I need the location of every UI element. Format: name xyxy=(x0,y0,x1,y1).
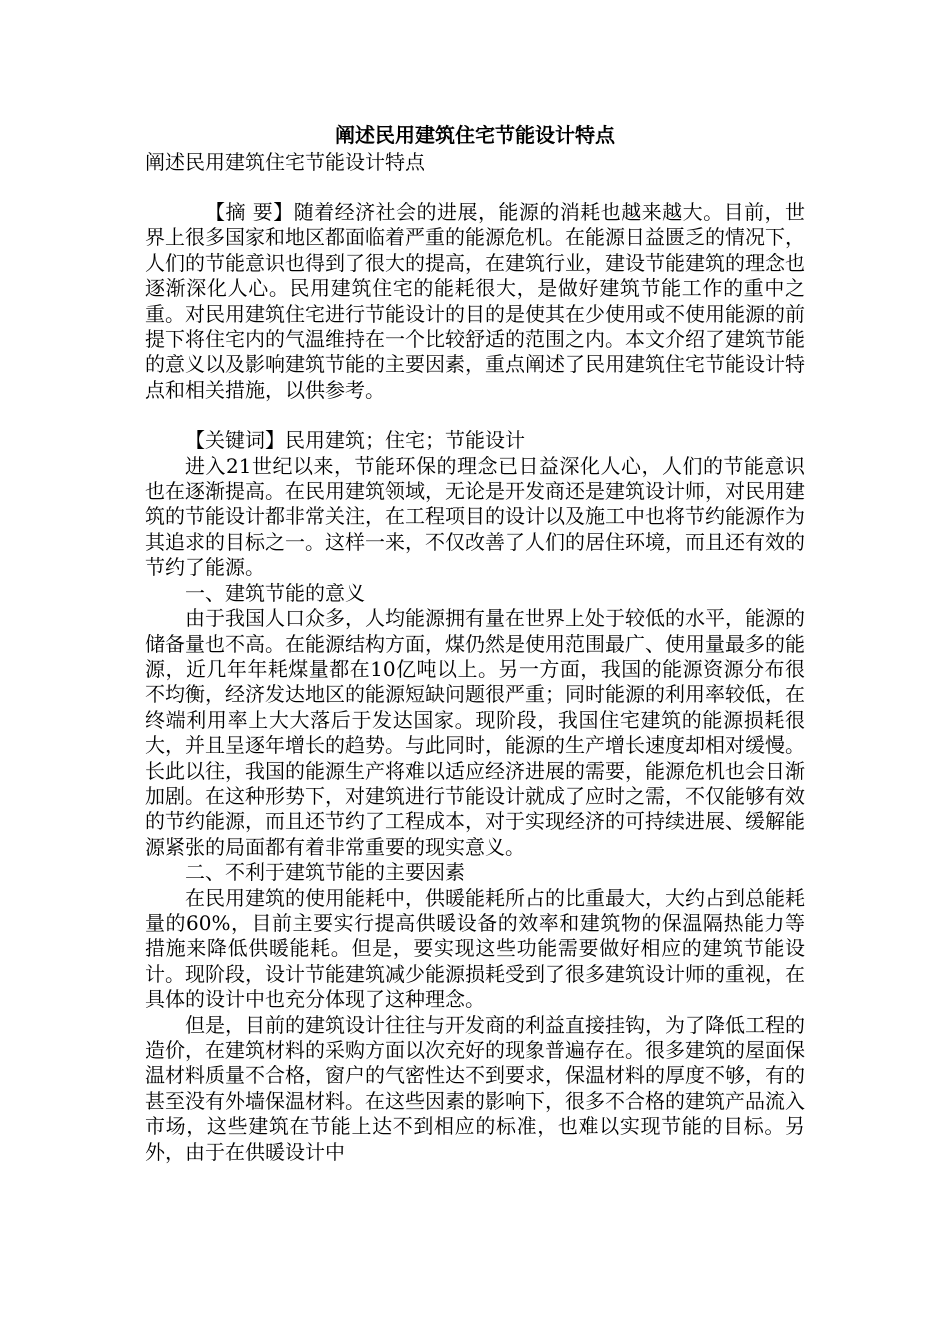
section-heading-1: 一、建筑节能的意义 xyxy=(185,580,365,605)
document-subtitle: 阐述民用建筑住宅节能设计特点 xyxy=(145,150,425,174)
abstract-paragraph xyxy=(145,200,805,403)
spacer xyxy=(145,403,805,428)
document-page xyxy=(145,120,805,1165)
section1-paragraph-1: 由于我国人口众多，人均能源拥有量在世界上处于较低的水平，能源的储备量也不高。在能源结构方面，煤仍然是使用范围最广、使用量最多的能源，近几年年耗煤量都在10亿吨以上。另一方面，我国的能源资源分布很不均衡，经济发达地区的能源短缺问题很严重；同时能源的利用率较低，在终端利用率上大大落后于发达国家。现阶段，我国住宅建筑的能源损耗很大，并且呈逐年增长的趋势。与此同时，能源的生产增长速度却相对缓慢。长此以往，我国的能源生产将难以适应经济进展的需要，能源危机也会日渐加剧。在这种形势下，对建筑进行节能设计就成了应时之需，不仅能够有效的节约能源，而且还节约了工程成本，对于实现经济的可持续进展、缓解能源紧张的局面都有着非常重要的现实意义。 xyxy=(145,606,805,859)
section2-paragraph-2: 但是，目前的建筑设计往往与开发商的利益直接挂钩，为了降低工程的造价，在建筑材料的采购方面以次充好的现象普遍存在。很多建筑的屋面保温材料质量不合格，窗户的气密性达不到要求，保温材料的厚度不够，有的甚至没有外墙保温材料。在这些因素的影响下，很多不合格的建筑产品流入市场，这些建筑在节能上达不到相应的标准，也难以实现节能的目标。另外，由于在供暖设计中 xyxy=(145,1012,805,1164)
section2-paragraph-1: 在民用建筑的使用能耗中，供暖能耗所占的比重最大，大约占到总能耗量的60%，目前主要实行提高供暖设备的效率和建筑物的保温隔热能力等措施来降低供暖能耗。但是，要实现这些功能需要做好相应的建筑节能设计。现阶段，设计节能建筑减少能源损耗受到了很多建筑设计师的重视，在具体的设计中也充分体现了这种理念。 xyxy=(145,885,805,1012)
abstract-label: 【摘 要】 xyxy=(205,200,294,224)
keywords-text: 民用建筑；住宅；节能设计 xyxy=(285,428,525,453)
section-heading-2: 二、不利于建筑节能的主要因素 xyxy=(185,860,465,885)
keywords-label: 【关键词】 xyxy=(185,428,285,453)
keywords-paragraph xyxy=(145,428,805,453)
intro-paragraph: 进入21世纪以来，节能环保的理念已日益深化人心，人们的节能意识也在逐渐提高。在民用建筑领域，无论是开发商还是建筑设计师，对民用建筑的节能设计都非常关注，在工程项目的设计以及施工中也将节约能源作为其追求的目标之一。这样一来，不仅改善了人们的居住环境，而且还有效的节约了能源。 xyxy=(145,453,805,580)
abstract-text: 随着经济社会的进展，能源的消耗也越来越大。目前，世界上很多国家和地区都面临着严重的能源危机。在能源日益匮乏的情况下，人们的节能意识也得到了很大的提高，在建筑行业，建设节能建筑的理念也逐渐深化人心。民用建筑住宅的能耗很大，是做好建筑节能工作的重中之重。对民用建筑住宅进行节能设计的目的是使其在少使用或不使用能源的前提下将住宅内的气温维持在一个比较舒适的范围之内。本文介绍了建筑节能的意义以及影响建筑节能的主要因素，重点阐述了民用建筑住宅节能设计特点和相关措施，以供参考。 xyxy=(145,200,806,402)
document-title: 阐述民用建筑住宅节能设计特点 xyxy=(335,123,615,147)
